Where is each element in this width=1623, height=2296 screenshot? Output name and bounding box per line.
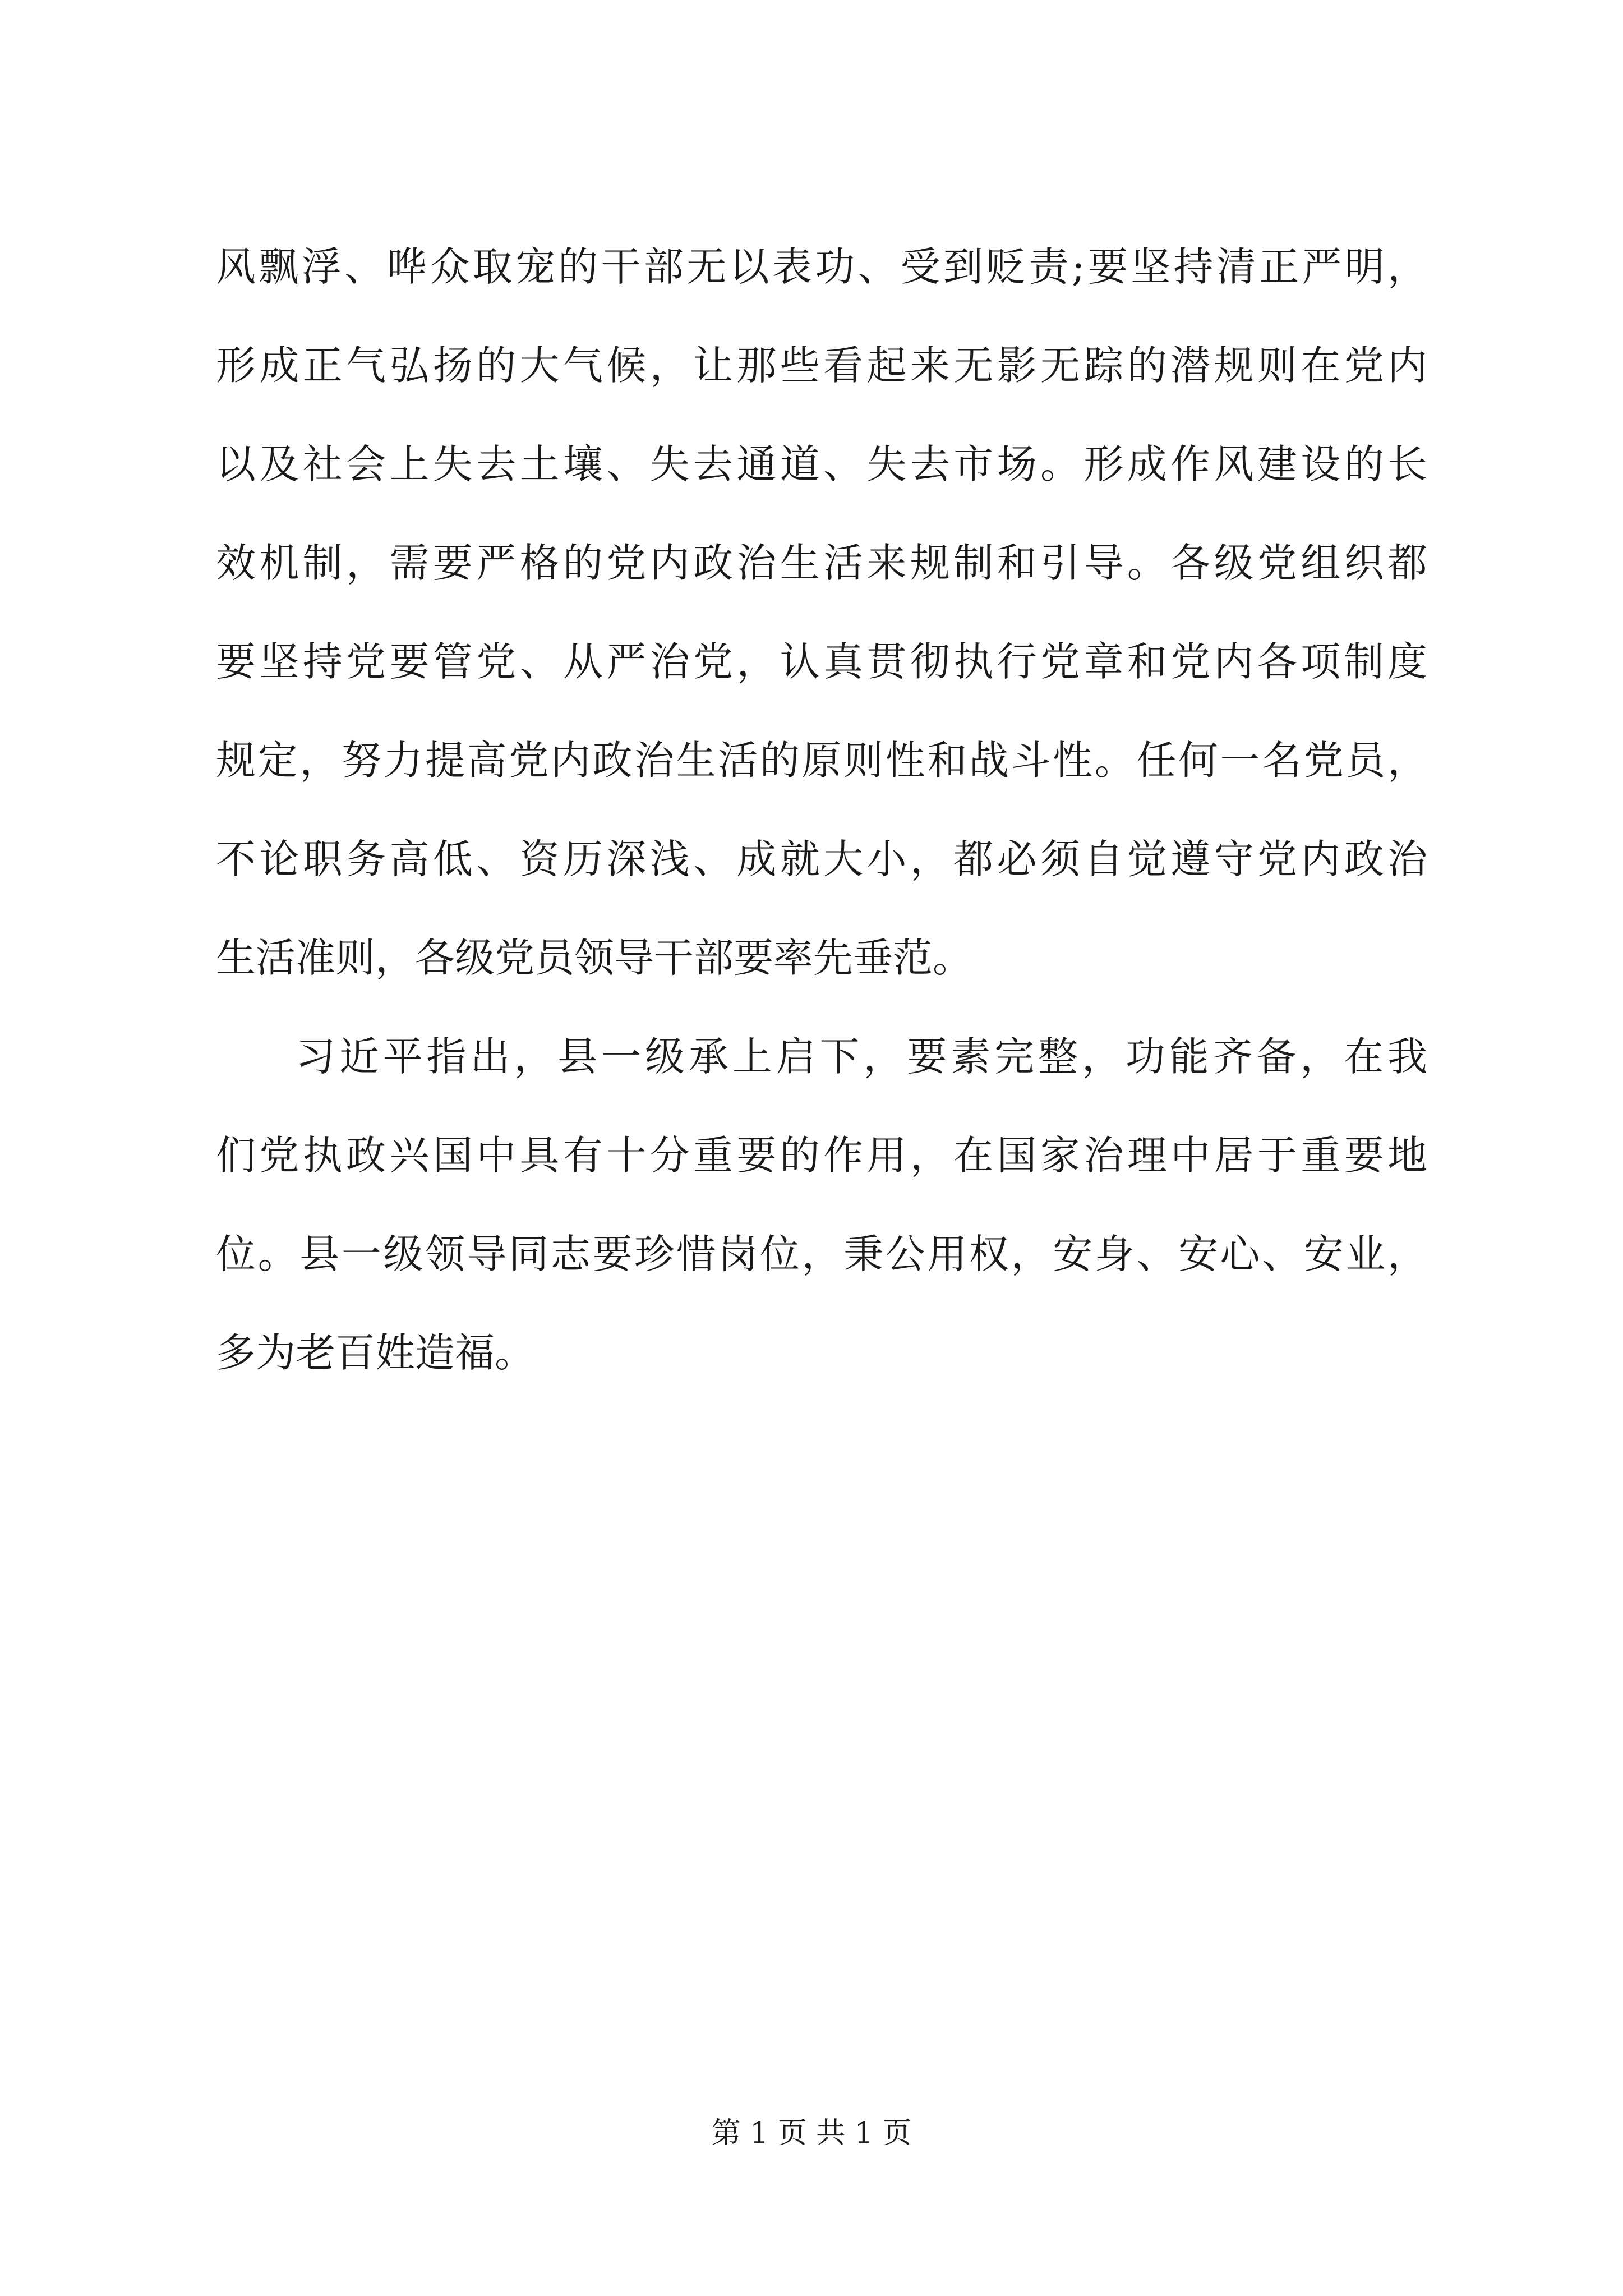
text-line: 习近平指出，县一级承上启下，要素完整，功能齐备，在我: [296, 1033, 1427, 1080]
page-number: 第 1 页 共 1 页: [711, 2116, 912, 2150]
paragraph-1: [216, 218, 1427, 1007]
text-line: 要坚持党要管党、从严治党，认真贯彻执行党章和党内各项制度: [216, 638, 1427, 685]
text-line: 效机制，需要严格的党内政治生活来规制和引导。各级党组织都: [216, 540, 1427, 586]
text-line: 形成正气弘扬的大气候，让那些看起来无影无踪的潜规则在党内: [216, 342, 1427, 389]
text-line: 位。县一级领导同志要珍惜岗位，秉公用权，安身、安心、安业，: [216, 1231, 1427, 1277]
page-footer: [0, 2114, 1623, 2153]
text-line: 规定，努力提高党内政治生活的原则性和战斗性。任何一名党员，: [216, 737, 1427, 784]
text-line: 以及社会上失去土壤、失去通道、失去市场。形成作风建设的长: [216, 441, 1427, 487]
paragraph-2: [216, 1007, 1427, 1402]
text-line: 风飘浮、哗众取宠的干部无以表功、受到贬责;要坚持清正严明，: [216, 243, 1427, 290]
document-body: [216, 218, 1427, 1402]
text-line: 们党执政兴国中具有十分重要的作用，在国家治理中居于重要地: [216, 1132, 1427, 1179]
text-line: 多为老百姓造福。: [216, 1329, 535, 1376]
text-line: 不论职务高低、资历深浅、成就大小，都必须自觉遵守党内政治: [216, 836, 1427, 882]
text-line: 生活准则，各级党员领导干部要率先垂范。: [216, 935, 973, 981]
